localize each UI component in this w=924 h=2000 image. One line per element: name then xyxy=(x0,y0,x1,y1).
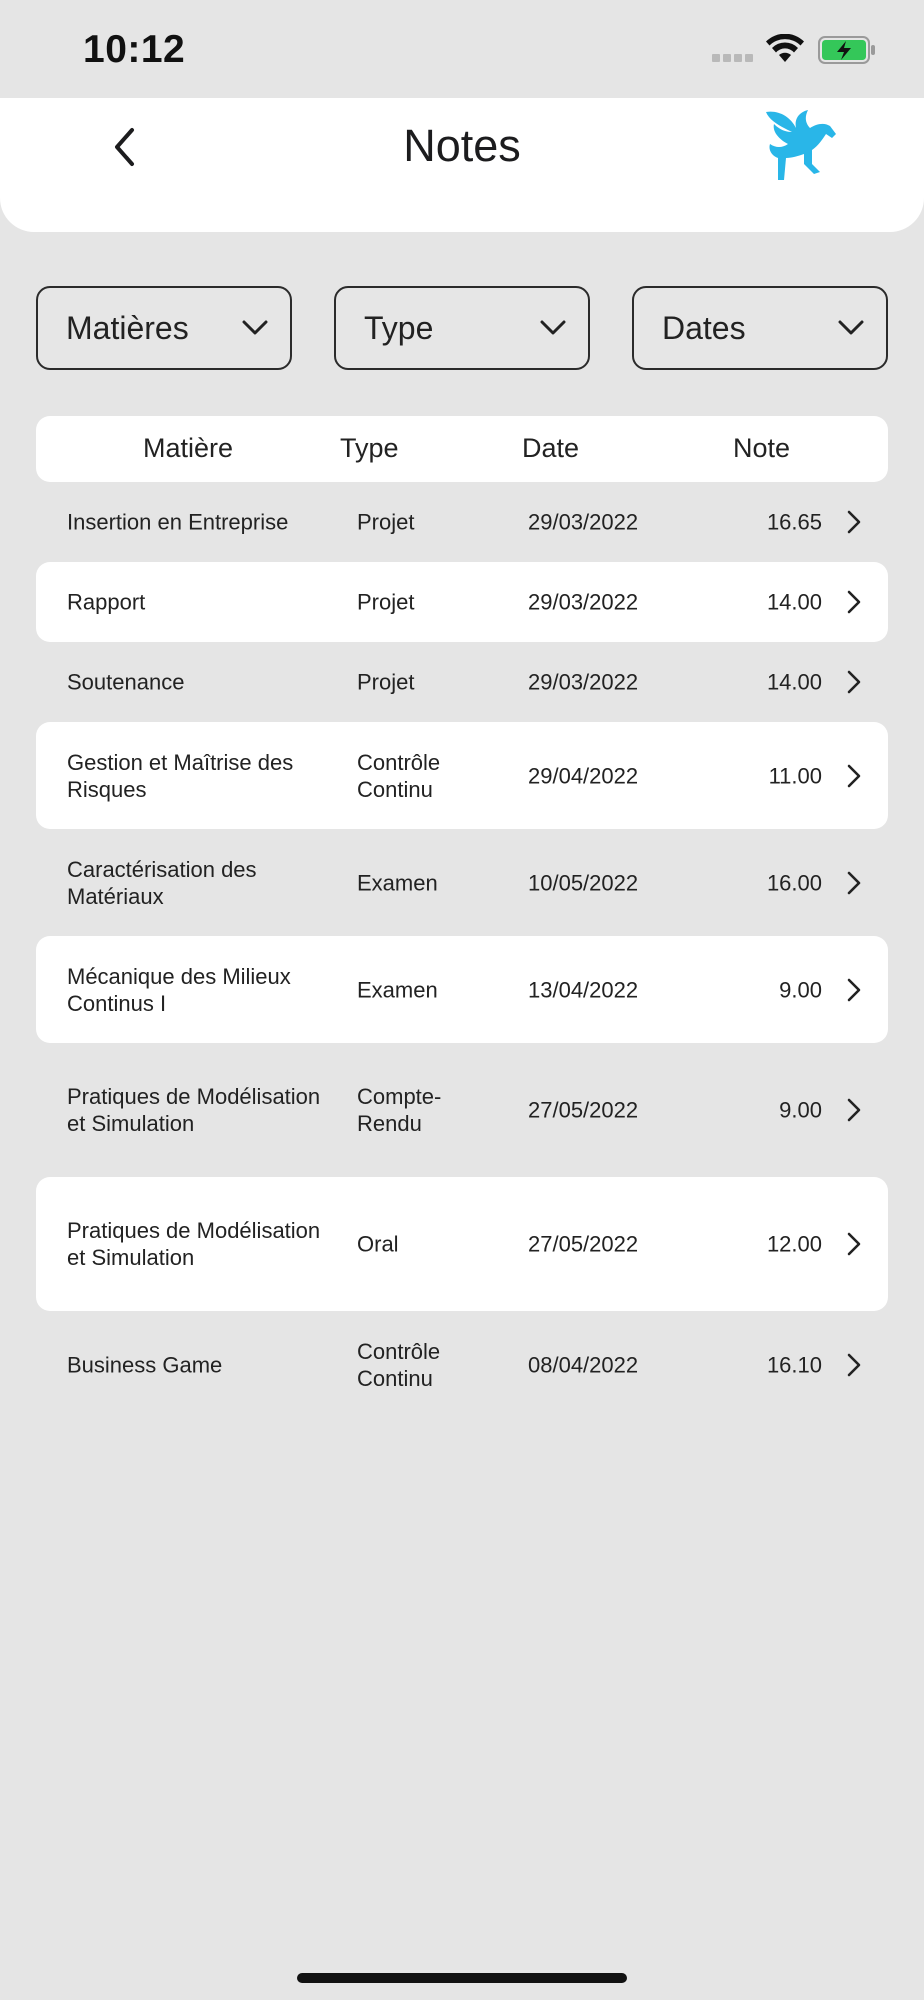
row-subject: Caractérisation des Matériaux xyxy=(67,856,257,909)
row-grade: 9.00 xyxy=(779,977,822,1002)
filter-type-dropdown[interactable] xyxy=(334,286,590,370)
column-header-date: Date xyxy=(522,433,580,463)
row-date: 13/04/2022 xyxy=(528,977,639,1002)
table-row[interactable] xyxy=(36,1177,888,1311)
grades-list xyxy=(36,482,888,1418)
home-indicator[interactable] xyxy=(297,1973,627,1983)
chevron-right-icon xyxy=(846,590,862,614)
row-subject: Gestion et Maîtrise des Risques xyxy=(67,749,294,802)
pegasus-logo xyxy=(760,106,840,186)
row-grade: 16.00 xyxy=(766,870,822,895)
row-date: 29/03/2022 xyxy=(528,669,639,695)
row-grade: 16.10 xyxy=(766,1352,822,1377)
column-header-subject: Matière xyxy=(143,433,234,463)
row-date: 08/04/2022 xyxy=(528,1352,639,1377)
row-date: 27/05/2022 xyxy=(528,1231,639,1257)
filter-label: Type xyxy=(364,309,434,346)
row-type: Examen xyxy=(357,870,438,895)
table-row[interactable] xyxy=(36,482,888,562)
chevron-right-icon xyxy=(846,1232,862,1256)
row-grade: 16.65 xyxy=(766,509,822,535)
table-row[interactable] xyxy=(36,829,888,936)
filter-dates-dropdown[interactable] xyxy=(632,286,888,370)
chevron-down-icon xyxy=(838,320,864,336)
filters-bar xyxy=(36,286,888,370)
header-bar xyxy=(0,98,924,232)
filter-label: Dates xyxy=(662,309,746,346)
filter-label: Matières xyxy=(66,309,189,346)
row-date: 29/03/2022 xyxy=(528,589,639,615)
row-subject: Pratiques de Modélisation et Simulation xyxy=(67,1084,321,1136)
chevron-down-icon xyxy=(242,320,268,336)
table-row[interactable] xyxy=(36,1043,888,1177)
table-header xyxy=(36,416,888,482)
row-type: Contrôle Continu xyxy=(357,1338,441,1391)
table-row[interactable] xyxy=(36,642,888,722)
wifi-icon xyxy=(766,34,804,64)
row-type: Projet xyxy=(357,509,415,535)
row-grade: 11.00 xyxy=(768,763,822,788)
cellular-signal-icon xyxy=(712,54,753,62)
chevron-right-icon xyxy=(846,1353,862,1377)
row-subject: Pratiques de Modélisation et Simulation xyxy=(67,1218,321,1270)
chevron-right-icon xyxy=(846,1098,862,1122)
row-type: Contrôle Continu xyxy=(357,749,441,802)
battery-charging-icon xyxy=(818,36,876,64)
table-row[interactable] xyxy=(36,562,888,642)
row-type: Compte-Rendu xyxy=(357,1084,442,1136)
chevron-right-icon xyxy=(846,978,862,1002)
status-time: 10:12 xyxy=(83,28,186,71)
chevron-right-icon xyxy=(846,764,862,788)
table-row[interactable] xyxy=(36,722,888,829)
row-date: 29/04/2022 xyxy=(528,763,639,788)
column-header-type: Type xyxy=(340,433,399,463)
page-title: Notes xyxy=(403,120,521,171)
row-subject: Soutenance xyxy=(67,669,185,695)
chevron-down-icon xyxy=(540,320,566,336)
row-grade: 12.00 xyxy=(766,1231,822,1257)
row-grade: 9.00 xyxy=(779,1097,822,1123)
chevron-right-icon xyxy=(846,670,862,694)
row-type: Oral xyxy=(357,1231,399,1257)
row-date: 10/05/2022 xyxy=(528,870,639,895)
chevron-right-icon xyxy=(846,871,862,895)
row-subject: Rapport xyxy=(67,589,146,615)
column-header-grade: Note xyxy=(733,433,791,463)
row-type: Projet xyxy=(357,669,415,695)
row-type: Projet xyxy=(357,589,415,615)
status-bar xyxy=(0,0,924,98)
row-date: 29/03/2022 xyxy=(528,509,639,535)
filter-subjects-dropdown[interactable] xyxy=(36,286,292,370)
row-date: 27/05/2022 xyxy=(528,1097,639,1123)
row-subject: Business Game xyxy=(67,1352,223,1377)
row-type: Examen xyxy=(357,977,438,1002)
table-row[interactable] xyxy=(36,936,888,1043)
table-row[interactable] xyxy=(36,1311,888,1418)
row-grade: 14.00 xyxy=(766,589,822,615)
row-grade: 14.00 xyxy=(766,669,822,695)
chevron-right-icon xyxy=(846,510,862,534)
row-subject: Insertion en Entreprise xyxy=(67,509,289,535)
row-subject: Mécanique des Milieux Continus I xyxy=(67,963,291,1016)
